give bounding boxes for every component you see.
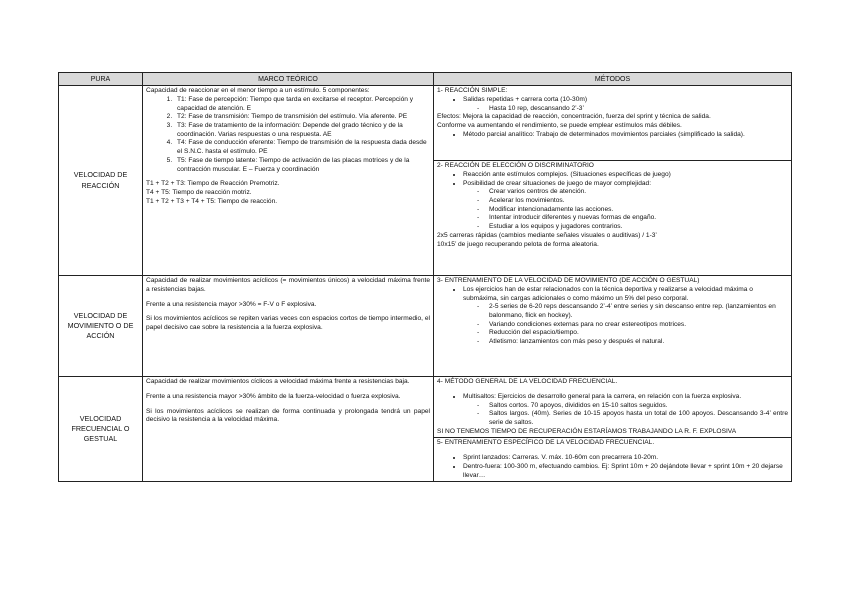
- bullet-list: [437, 131, 788, 140]
- bullet-item: • Método parcial analítico: Trabajo de determinados movimientos parciales (simplificado la salida).: [463, 131, 788, 140]
- dash-item: - Hasta 10 rep, descansando 2’-3’: [489, 105, 788, 114]
- dash-list: [437, 402, 788, 428]
- metodo-title: 5- ENTRENAMIENTO ESPECÍFICO DE LA VELOCIDAD FRECUENCIAL.: [437, 439, 655, 447]
- metodo-title: 4- MÉTODO GENERAL DE LA VELOCIDAD FRECUENCIAL.: [437, 378, 618, 386]
- dash-item: - Variando condiciones externas para no crear estereotipos motrices.: [489, 321, 788, 330]
- header-metodos: MÉTODOS: [434, 73, 792, 86]
- marco-intro: Capacidad de reaccionar en el menor tiempo a un estímulo. 5 componentes:: [146, 87, 370, 95]
- component-item: 1. T1: Fase de percepción: Tiempo que tarda en excitarse el receptor. Percepción y capacidad de atención. E: [174, 96, 430, 113]
- row-velocidad-movimiento: [59, 276, 792, 377]
- metodo-general-frecuencial: [434, 377, 792, 438]
- bullet-item: • Sprint lanzados: Carreras. V. máx. 10-60m con precarrera 10-20m.: [463, 454, 788, 463]
- dash-item: - Estudiar a los equipos y jugadores contrarios.: [489, 223, 788, 232]
- pura-velocidad-movimiento: VELOCIDAD DE MOVIMIENTO O DE ACCIÓN: [59, 276, 143, 377]
- conforme-text: Conforme va aumentando el rendimiento, se puede emplear estímulos más débiles.: [437, 122, 682, 130]
- dash-item: - Reducción del espacio/tiempo.: [489, 329, 788, 338]
- pura-velocidad-reaccion: VELOCIDAD DE REACCIÓN: [59, 86, 143, 276]
- metodo-reaccion-eleccion: [434, 161, 792, 276]
- sum-line: T1 + T2 + T3: Tiempo de Reacción Premotriz.: [146, 180, 280, 188]
- component-item: 3. T3: Fase de tratamiento de la información: Depende del grado técnico y de la coordinación. Varias respuestas o una respuesta. AE: [174, 122, 430, 139]
- training-methods-table: [58, 72, 792, 482]
- marco-paragraph: Capacidad de realizar movimientos acíclicos (= movimientos únicos) a velocidad máxima frente a resistencias bajas.: [146, 277, 430, 293]
- row-velocidad-reaccion: [59, 86, 792, 161]
- sum-line: T1 + T2 + T3 + T4 + T5: Tiempo de reacción.: [146, 197, 278, 205]
- bullet-list: [437, 171, 788, 188]
- dash-item: - Saltos cortos. 70 apoyos, divididos en 15-10 saltos seguidos.: [489, 402, 788, 411]
- marco-velocidad-reaccion: [143, 86, 434, 276]
- marco-paragraph: Si los movimientos acíclicos se repiten varias veces con espacios cortos de tiempo intermedio, el papel decisivo cae sobre la resistencia a la fuerza explosiva.: [146, 315, 430, 332]
- bullet-list: [437, 454, 788, 480]
- tail-text: 10x15’ de juego recuperando pelota de forma aleatoria.: [437, 240, 599, 248]
- marco-paragraph: Capacidad de realizar movimientos cíclicos a velocidad máxima frente a resistencias baja.: [146, 378, 410, 386]
- efectos-text: Efectos: Mejora la capacidad de reacción, concentración, fuerza del sprint y técnica de salida.: [437, 113, 711, 121]
- component-item: 5. T5: Fase de tiempo latente: Tiempo de activación de las placas motrices y de la contracción muscular. E – Fuerza y coordinación: [174, 157, 430, 174]
- dash-item: - Intentar introducir diferentes y nuevas formas de engaño.: [489, 214, 788, 223]
- bullet-item: • Multisaltos: Ejercicios de desarrollo general para la carrera, en relación con la fuerza explosiva.: [463, 393, 788, 402]
- metodo-reaccion-simple: [434, 86, 792, 161]
- marco-velocidad-frecuencial: [143, 377, 434, 482]
- metodo-especifico-frecuencial: [434, 438, 792, 482]
- marco-paragraph: Frente a una resistencia mayor >30% ámbito de la fuerza-velocidad o fuerza explosiva.: [146, 392, 401, 400]
- header-pura: PURA: [59, 73, 143, 86]
- dash-list: [437, 105, 788, 114]
- component-item: 4. T4: Fase de conducción eferente: Tiempo de transmisión de la respuesta dada desde el S.N.C. hasta el estímulo. PE: [174, 139, 430, 156]
- marco-paragraph: Frente a una resistencia mayor >30% = F-V o F explosiva.: [146, 300, 317, 308]
- dash-item: - Acelerar los movimientos.: [489, 197, 788, 206]
- row-velocidad-frecuencial: [59, 377, 792, 438]
- dash-list: [437, 303, 788, 347]
- metodo-velocidad-movimiento: [434, 276, 792, 377]
- bullet-list: [437, 96, 788, 105]
- bullet-list: [437, 286, 788, 303]
- metodo-title: 2- REACCIÓN DE ELECCIÓN O DISCRIMINATORIO: [437, 162, 594, 170]
- dash-item: - Atletismo: lanzamientos con más peso y después el natural.: [489, 338, 788, 347]
- metodo-title: 3- ENTRENAMIENTO DE LA VELOCIDAD DE MOVIMIENTO (DE ACCIÓN O GESTUAL): [437, 277, 700, 285]
- metodo-title: 1- REACCIÓN SIMPLE:: [437, 87, 508, 95]
- dash-list: [437, 188, 788, 232]
- note-text: SI NO TENEMOS TIEMPO DE RECUPERACIÓN ESTARÍAMOS TRABAJANDO LA R. F. EXPLOSIVA: [437, 427, 737, 435]
- bullet-item: • Dentro-fuera: 100-300 m, efectuando cambios. Ej: Sprint 10m + 20 dejándote llevar + sprint 10m + 20 dejarse llevar…: [463, 463, 788, 480]
- bullet-item: • Reacción ante estímulos complejos. (Situaciones específicas de juego): [463, 171, 788, 180]
- component-item: 2. T2: Fase de transmisión: Tiempo de transmisión del estímulo. Vía aferente. PE: [174, 113, 430, 122]
- bullet-item: • Salidas repetidas + carrera corta (10-30m): [463, 96, 788, 105]
- marco-paragraph: Si los movimientos acíclicos se realizan de forma continuada y prolongada tendrá un papel decisivo la resistencia a la velocidad máxima.: [146, 407, 430, 424]
- bullet-item: • Los ejercicios han de estar relacionados con la técnica deportiva y realizarse a velocidad máxima o submáxima, sin cargas adicionales o como máximo un 5% del peso corporal.: [463, 286, 788, 303]
- sum-line: T4 + T5: Tiempo de reacción motriz.: [146, 188, 252, 196]
- components-list: [146, 96, 430, 174]
- pura-velocidad-frecuencial: VELOCIDAD FRECUENCIAL O GESTUAL: [59, 377, 143, 482]
- dash-item: - Crear varios centros de atención.: [489, 188, 788, 197]
- marco-velocidad-movimiento: [143, 276, 434, 377]
- tail-text: 2x5 carreras rápidas (cambios mediante señales visuales o auditivas) / 1-3’: [437, 231, 657, 239]
- header-marco-teorico: MARCO TEÓRICO: [143, 73, 434, 86]
- bullet-item: • Posibilidad de crear situaciones de juego de mayor complejidad:: [463, 180, 788, 189]
- header-row: [59, 73, 792, 86]
- dash-item: - Modificar intencionadamente las acciones.: [489, 206, 788, 215]
- dash-item: - 2-5 series de 6-20 reps descansando 2’-4’ entre series y sin descanso entre rep. (lanzamientos en balonmano, flick en hockey).: [489, 303, 788, 320]
- dash-item: - Saltos largos. (40m). Series de 10-15 apoyos hasta un total de 100 apoyos. Descansando 3-4’ entre serie de saltos.: [489, 410, 788, 427]
- bullet-list: [437, 393, 788, 402]
